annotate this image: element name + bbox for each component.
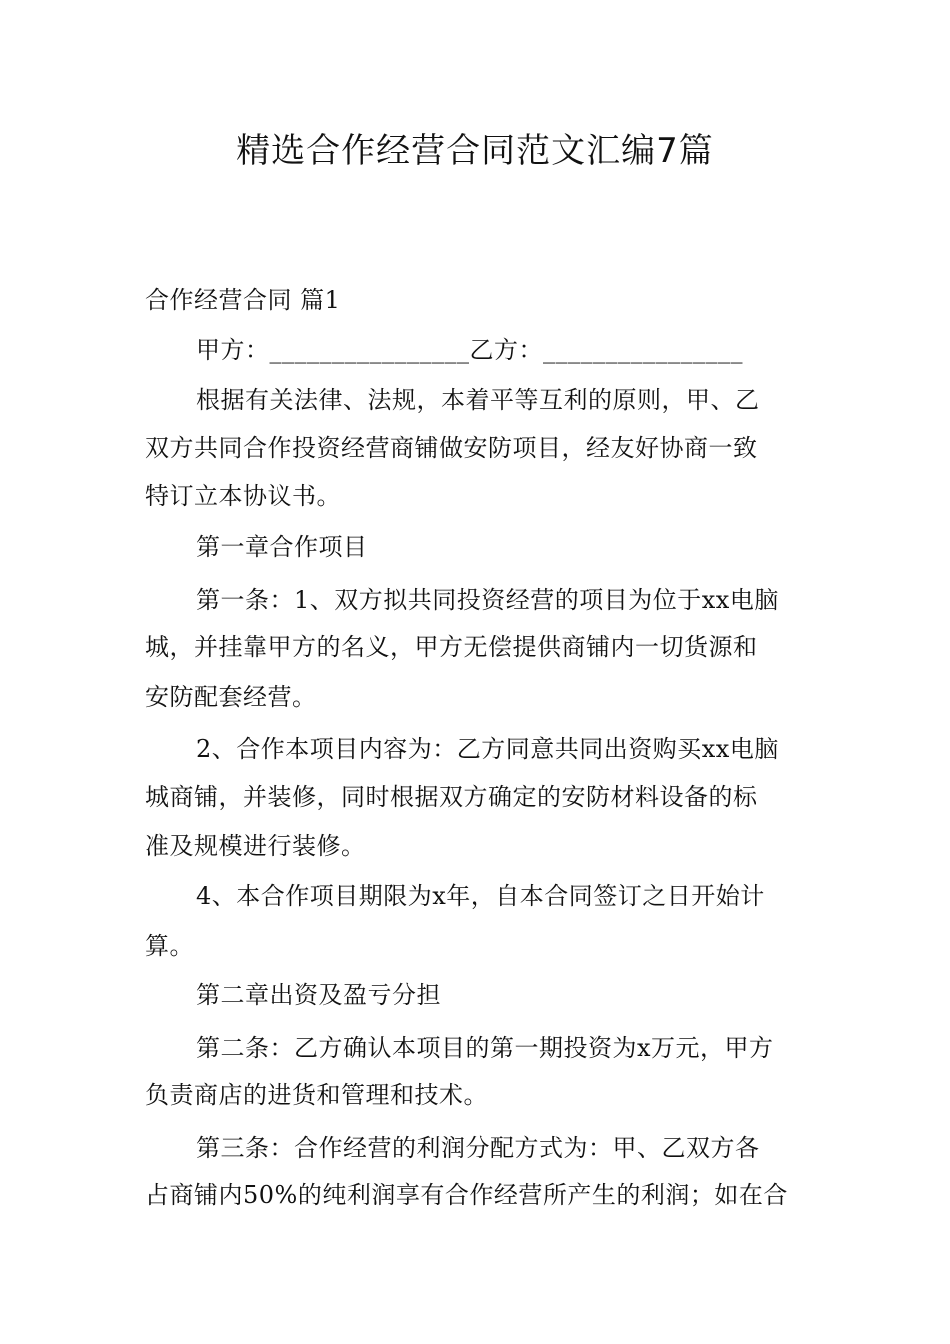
body-line: 双方共同合作投资经营商铺做安防项目，经友好协商一致 — [145, 434, 758, 462]
body-line: 城，并挂靠甲方的名义，甲方无偿提供商铺内一切货源和 — [145, 633, 758, 661]
body-line: 算。 — [145, 932, 194, 960]
section-heading: 合作经营合同 篇1 — [145, 286, 341, 314]
chapter-heading: 第一章合作项目 — [196, 533, 368, 561]
body-line: 特订立本协议书。 — [145, 482, 341, 510]
body-line: 占商铺内50%的纯利润享有合作经营所产生的利润；如在合 — [145, 1181, 788, 1209]
body-line: 负责商店的进货和管理和技术。 — [145, 1081, 488, 1109]
body-line: 2、合作本项目内容为：乙方同意共同出资购买xx电脑 — [196, 735, 779, 763]
body-line: 第三条：合作经营的利润分配方式为：甲、乙双方各 — [196, 1134, 760, 1162]
body-line: 根据有关法律、法规，本着平等互利的原则，甲、乙 — [196, 386, 760, 414]
body-line: 城商铺，并装修，同时根据双方确定的安防材料设备的标 — [145, 783, 758, 811]
chapter-heading: 第二章出资及盈亏分担 — [196, 981, 441, 1009]
body-line: 第二条：乙方确认本项目的第一期投资为x万元，甲方 — [196, 1034, 774, 1062]
body-line: 安防配套经营。 — [145, 683, 317, 711]
document-title: 精选合作经营合同范文汇编7篇 — [236, 131, 714, 171]
body-line: 4、本合作项目期限为x年，自本合同签订之日开始计 — [196, 882, 765, 910]
body-line: 第一条：1、双方拟共同投资经营的项目为位于xx电脑 — [196, 586, 779, 614]
body-line: 准及规模进行装修。 — [145, 832, 366, 860]
party-line: 甲方：________________乙方：________________ — [196, 336, 743, 364]
